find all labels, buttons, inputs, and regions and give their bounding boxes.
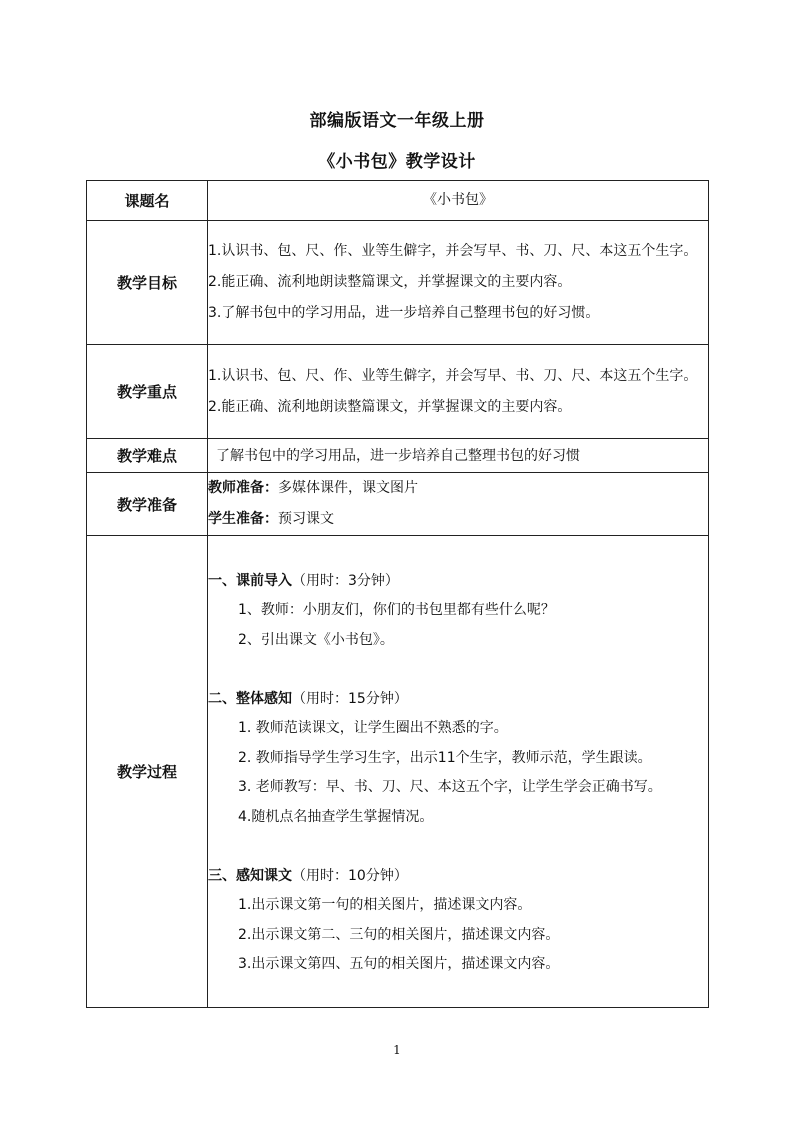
teacher-preparation-label: 教师准备： [208, 480, 278, 496]
page-number: 1 [393, 1043, 401, 1057]
table-row-topic [87, 181, 709, 221]
section-spacer [208, 655, 708, 685]
section-time: （用时：10分钟） [292, 867, 408, 884]
difficulty-value: 了解书包中的学习用品，进一步培养自己整理书包的好习惯 [208, 439, 709, 473]
table-row-preparation [87, 473, 709, 536]
table-row-process [87, 536, 709, 1008]
process-section-heading [208, 567, 708, 597]
section-title: 一、课前导入 [208, 572, 292, 589]
lesson-plan-table [86, 180, 709, 1008]
key-points-label: 教学重点 [87, 345, 208, 439]
document-subtitle: 《小书包》教学设计 [318, 152, 476, 172]
student-preparation [208, 504, 708, 535]
difficulty-label: 教学难点 [87, 439, 208, 473]
process-step: 3. 老师教写：早、书、刀、尺、本这五个字，让学生学会正确书写。 [238, 779, 662, 795]
process-section-heading [208, 862, 708, 892]
process-label: 教学过程 [87, 536, 208, 1008]
process-step: 2. 教师指导学生学习生字，出示11个生字，教师示范，学生跟读。 [238, 749, 652, 766]
section-spacer [208, 832, 708, 862]
process-section-heading [208, 685, 708, 715]
section-title: 三、感知课文 [208, 867, 292, 884]
process-step: 2、引出课文《小书包》。 [238, 631, 394, 648]
teacher-preparation-value: 多媒体课件，课文图片 [278, 480, 418, 496]
goals-label: 教学目标 [87, 221, 208, 345]
preparation-label: 教学准备 [87, 473, 208, 536]
section-time: （用时：15分钟） [292, 690, 408, 707]
key-points-content [208, 345, 709, 439]
process-step: 3.出示课文第四、五句的相关图片，描述课文内容。 [238, 956, 560, 972]
student-preparation-label: 学生准备： [208, 511, 278, 527]
process-step: 1、教师：小朋友们，你们的书包里都有些什么呢？ [238, 602, 555, 618]
teacher-preparation [208, 473, 708, 504]
table-row-difficulty [87, 439, 709, 473]
goal-item: 3.了解书包中的学习用品，进一步培养自己整理书包的好习惯。 [208, 305, 600, 321]
process-step: 2.出示课文第二、三句的相关图片，描述课文内容。 [238, 926, 560, 943]
process-step: 4.随机点名抽查学生掌握情况。 [238, 808, 434, 825]
preparation-content [208, 473, 709, 536]
process-step: 1. 教师范读课文，让学生圈出不熟悉的字。 [238, 720, 508, 736]
document-title: 部编版语文一年级上册 [309, 111, 485, 131]
table-row-key-points [87, 345, 709, 439]
topic-label: 课题名 [87, 181, 208, 221]
section-title: 二、整体感知 [208, 690, 292, 707]
goals-content [208, 221, 709, 345]
student-preparation-value: 预习课文 [278, 511, 334, 527]
key-point-item: 2.能正确、流利地朗读整篇课文，并掌握课文的主要内容。 [208, 398, 572, 415]
topic-value: 《小书包》 [208, 181, 709, 221]
key-point-item: 1.认识书、包、尺、作、业等生僻字，并会写早、书、刀、尺、本这五个生字。 [208, 367, 698, 384]
process-step: 1.出示课文第一句的相关图片，描述课文内容。 [238, 897, 532, 913]
goal-item: 1.认识书、包、尺、作、业等生僻字，并会写早、书、刀、尺、本这五个生字。 [208, 243, 698, 259]
table-row-goals [87, 221, 709, 345]
goal-item: 2.能正确、流利地朗读整篇课文，并掌握课文的主要内容。 [208, 274, 572, 290]
process-content [208, 536, 709, 1008]
section-time: （用时：3分钟） [292, 572, 399, 589]
